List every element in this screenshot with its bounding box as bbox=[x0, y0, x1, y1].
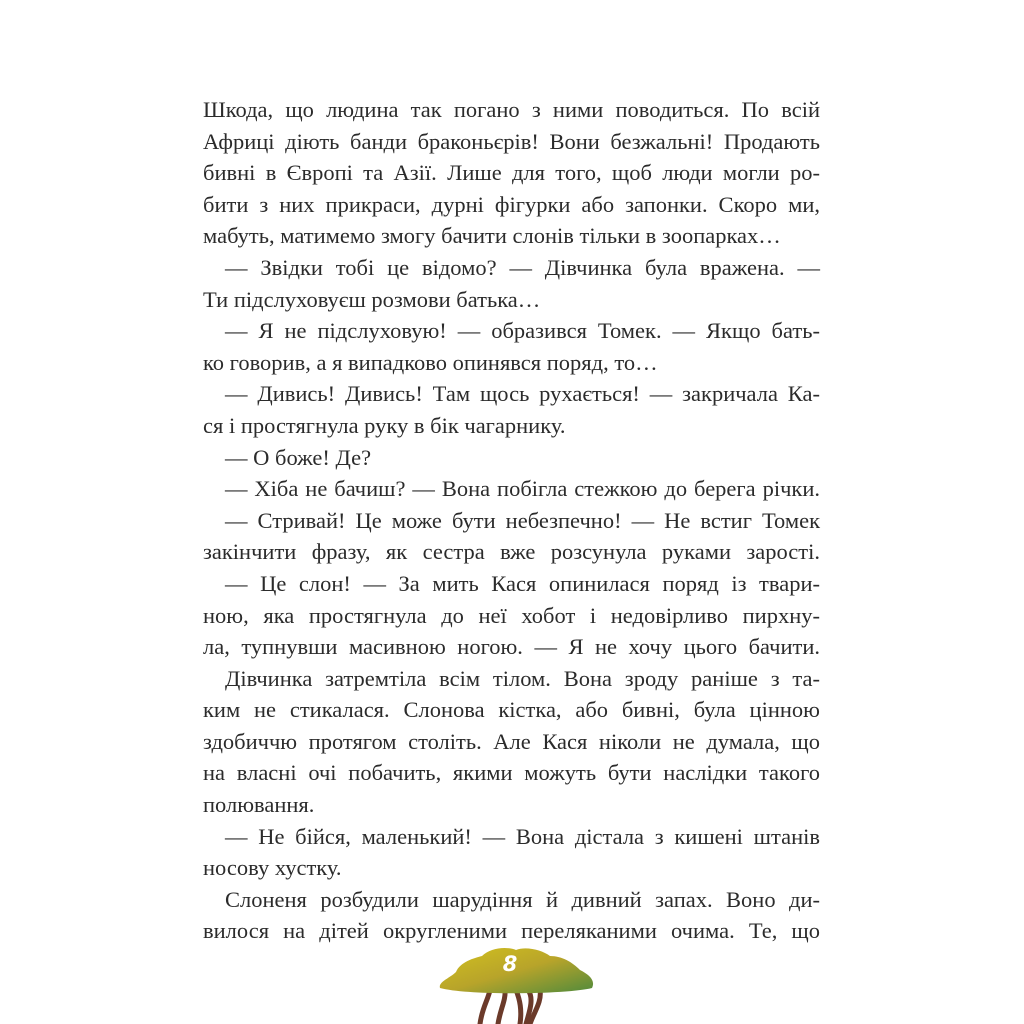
text-line: Слоненя розбудили шарудіння й дивний запах. Воно ди- bbox=[225, 886, 820, 912]
text-line: носову хустку. bbox=[203, 855, 342, 881]
text-line: — Я не підслуховую! — образився Томек. — Якщо бать- bbox=[225, 318, 820, 344]
text-line: Африці діють банди браконьєрів! Вони безжальні! Продають bbox=[203, 128, 820, 154]
text-line: ла, тупнувши масивною ногою. — Я не хочу цього бачити. bbox=[203, 634, 820, 660]
text-line: Шкода, що людина так погано з ними поводиться. По всій bbox=[203, 97, 820, 122]
text-line: ся і простягнула руку в бік чагарнику. bbox=[203, 412, 566, 438]
text-line: — Хіба не бачиш? — Вона побігла стежкою до берега річки. bbox=[225, 476, 820, 502]
acacia-tree-icon bbox=[430, 938, 610, 1024]
text-line: — Стривай! Це може бути небезпечно! — Не встиг Томек bbox=[225, 507, 820, 533]
text-line: ким не стикалася. Слонова кістка, або бивні, була цінною bbox=[203, 697, 820, 723]
text-line: — Дивись! Дивись! Там щось рухається! — закричала Ка- bbox=[225, 381, 820, 407]
text-line: вилося на дітей округленими переляканими очима. Те, що bbox=[203, 918, 820, 944]
text-line: Дівчинка затремтіла всім тілом. Вона зроду раніше з та- bbox=[225, 665, 820, 691]
text-line: Ти підслуховуєш розмови батька… bbox=[203, 286, 541, 312]
text-line: ною, яка простягнула до неї хобот і недовірливо пирхну- bbox=[203, 602, 820, 628]
text-line: — Це слон! — За мить Кася опинилася поряд із твари- bbox=[225, 570, 820, 596]
text-line: ко говорив, а я випадково опинявся поряд, то… bbox=[203, 349, 658, 375]
body-text bbox=[203, 94, 820, 947]
page-number: 8 bbox=[502, 952, 518, 976]
text-line: мабуть, матимемо змогу бачити слонів тільки в зоопарках… bbox=[203, 223, 781, 249]
text-line: бивні в Європі та Азії. Лише для того, щоб люди могли ро- bbox=[203, 160, 820, 186]
text-line: на власні очі побачить, якими можуть бути наслідки такого bbox=[203, 760, 820, 786]
text-line: полювання. bbox=[203, 792, 315, 818]
text-line: закінчити фразу, як сестра вже розсунула руками зарості. bbox=[203, 539, 820, 565]
page-folio bbox=[430, 938, 610, 1024]
text-line: бити з них прикраси, дурні фігурки або запонки. Скоро ми, bbox=[203, 191, 820, 217]
text-line: — Не бійся, маленький! — Вона дістала з кишені штанів bbox=[225, 823, 820, 849]
text-line: — Звідки тобі це відомо? — Дівчинка була вражена. — bbox=[225, 254, 820, 280]
text-line: — О боже! Де? bbox=[225, 444, 372, 470]
text-line: здобиччю протягом століть. Але Кася ніколи не думала, що bbox=[203, 728, 820, 754]
